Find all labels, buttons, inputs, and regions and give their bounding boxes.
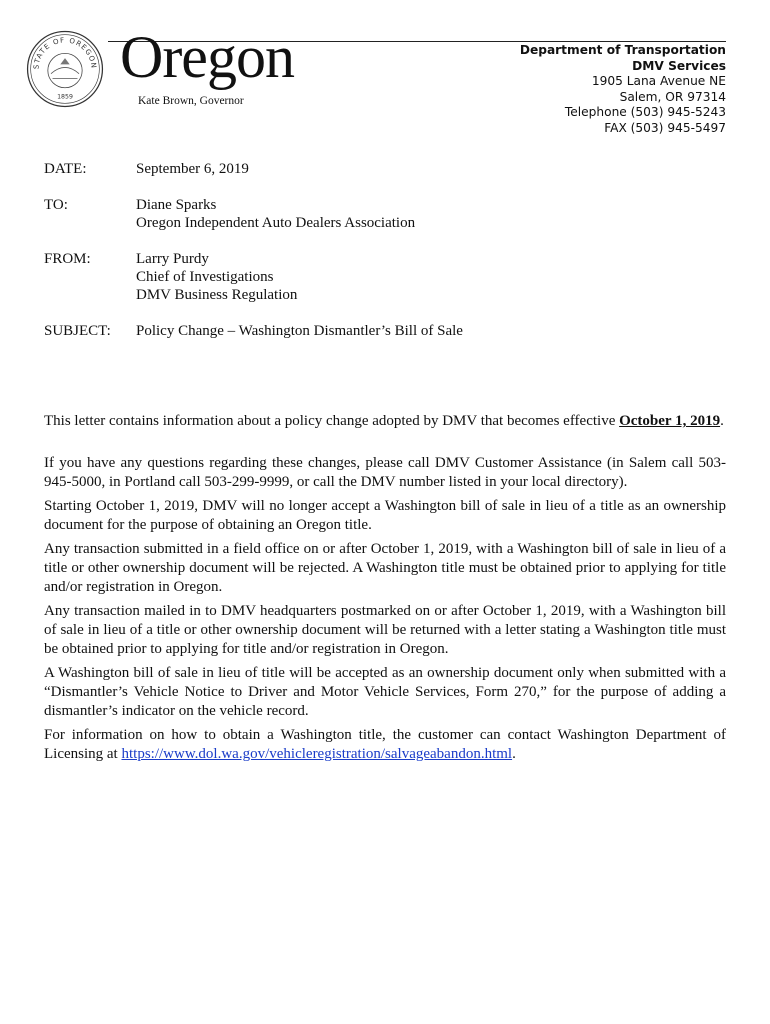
letter-body [44,412,726,769]
oregon-wordmark: Oregon [120,24,294,90]
dismantler-paragraph: A Washington bill of sale in lieu of title will be accepted as an ownership document only when submitted with a “Dismantler’s Vehicle Notice to Driver and Motor Vehicle Services, Form 270,” for the purpose of adding a dismantler’s indicator on the vehicle record. [44,665,726,719]
from-title: Chief of Investigations [136,269,274,285]
from-label: FROM: [44,251,91,267]
subject-value: Policy Change – Washington Dismantler’s Bill of Sale [136,323,463,339]
memo-from-row [44,250,734,304]
intro-text: This letter contains information about a policy change adopted by DMV that becomes effective [44,413,620,429]
agency-city: Salem, OR 97314 [619,89,726,104]
seal-year: 1859 [57,93,73,101]
intro-period: . [720,413,724,429]
memo-date-row [44,160,734,178]
questions-paragraph: If you have any questions regarding these changes, please call DMV Customer Assistance (in Salem call 503-945-5000, in Portland call 503-299-9999, or call the DMV number listed in your local directory). [44,455,726,490]
washington-info-text: For information on how to obtain a Washington title, the customer can contact Washington Department of Licensing at [44,727,726,762]
memo-to-row [44,196,734,232]
mail-in-paragraph: Any transaction mailed in to DMV headquarters postmarked on or after October 1, 2019, with a Washington bill of sale in lieu of a title or other ownership document will be returned with a letter stating a Washington title must be obtained prior to applying for title and/or registration in Oregon. [44,603,726,657]
governor-line: Kate Brown, Governor [138,95,244,107]
memo-header [44,160,734,358]
subject-label: SUBJECT: [44,323,111,339]
agency-fax: FAX (503) 945-5497 [604,120,726,135]
seal-text: STATE OF OREGON [31,35,99,70]
agency-telephone: Telephone (503) 945-5243 [564,105,726,120]
agency-name: Department of Transportation [519,43,726,57]
agency-address-block [520,43,726,137]
to-name: Diane Sparks [136,197,217,213]
link-period: . [512,746,516,762]
date-label: DATE: [44,161,87,177]
date-value: September 6, 2019 [136,161,249,177]
memo-subject-row [44,322,734,340]
from-department: DMV Business Regulation [136,287,298,303]
agency-division: DMV Services [632,58,726,73]
dol-washington-link[interactable]: https://www.dol.wa.gov/vehicleregistration/salvageabandon.html [121,746,513,762]
agency-street: 1905 Lana Avenue NE [591,74,726,89]
field-office-paragraph: Any transaction submitted in a field office on or after October 1, 2019, with a Washington bill of sale in lieu of a title or other ownership document will be rejected. A Washington title must be obtained prior to applying for title and/or registration in Oregon. [44,541,726,595]
policy-paragraph: Starting October 1, 2019, DMV will no longer accept a Washington bill of sale in lieu of a title as an ownership document for the purpose of obtaining an Oregon title. [44,498,726,533]
to-label: TO: [44,197,68,213]
state-seal [26,30,104,108]
to-organization: Oregon Independent Auto Dealers Association [136,215,416,231]
effective-date: October 1, 2019 [619,413,721,429]
washington-info-paragraph [44,726,726,764]
from-name: Larry Purdy [136,251,209,267]
intro-paragraph [44,412,726,431]
